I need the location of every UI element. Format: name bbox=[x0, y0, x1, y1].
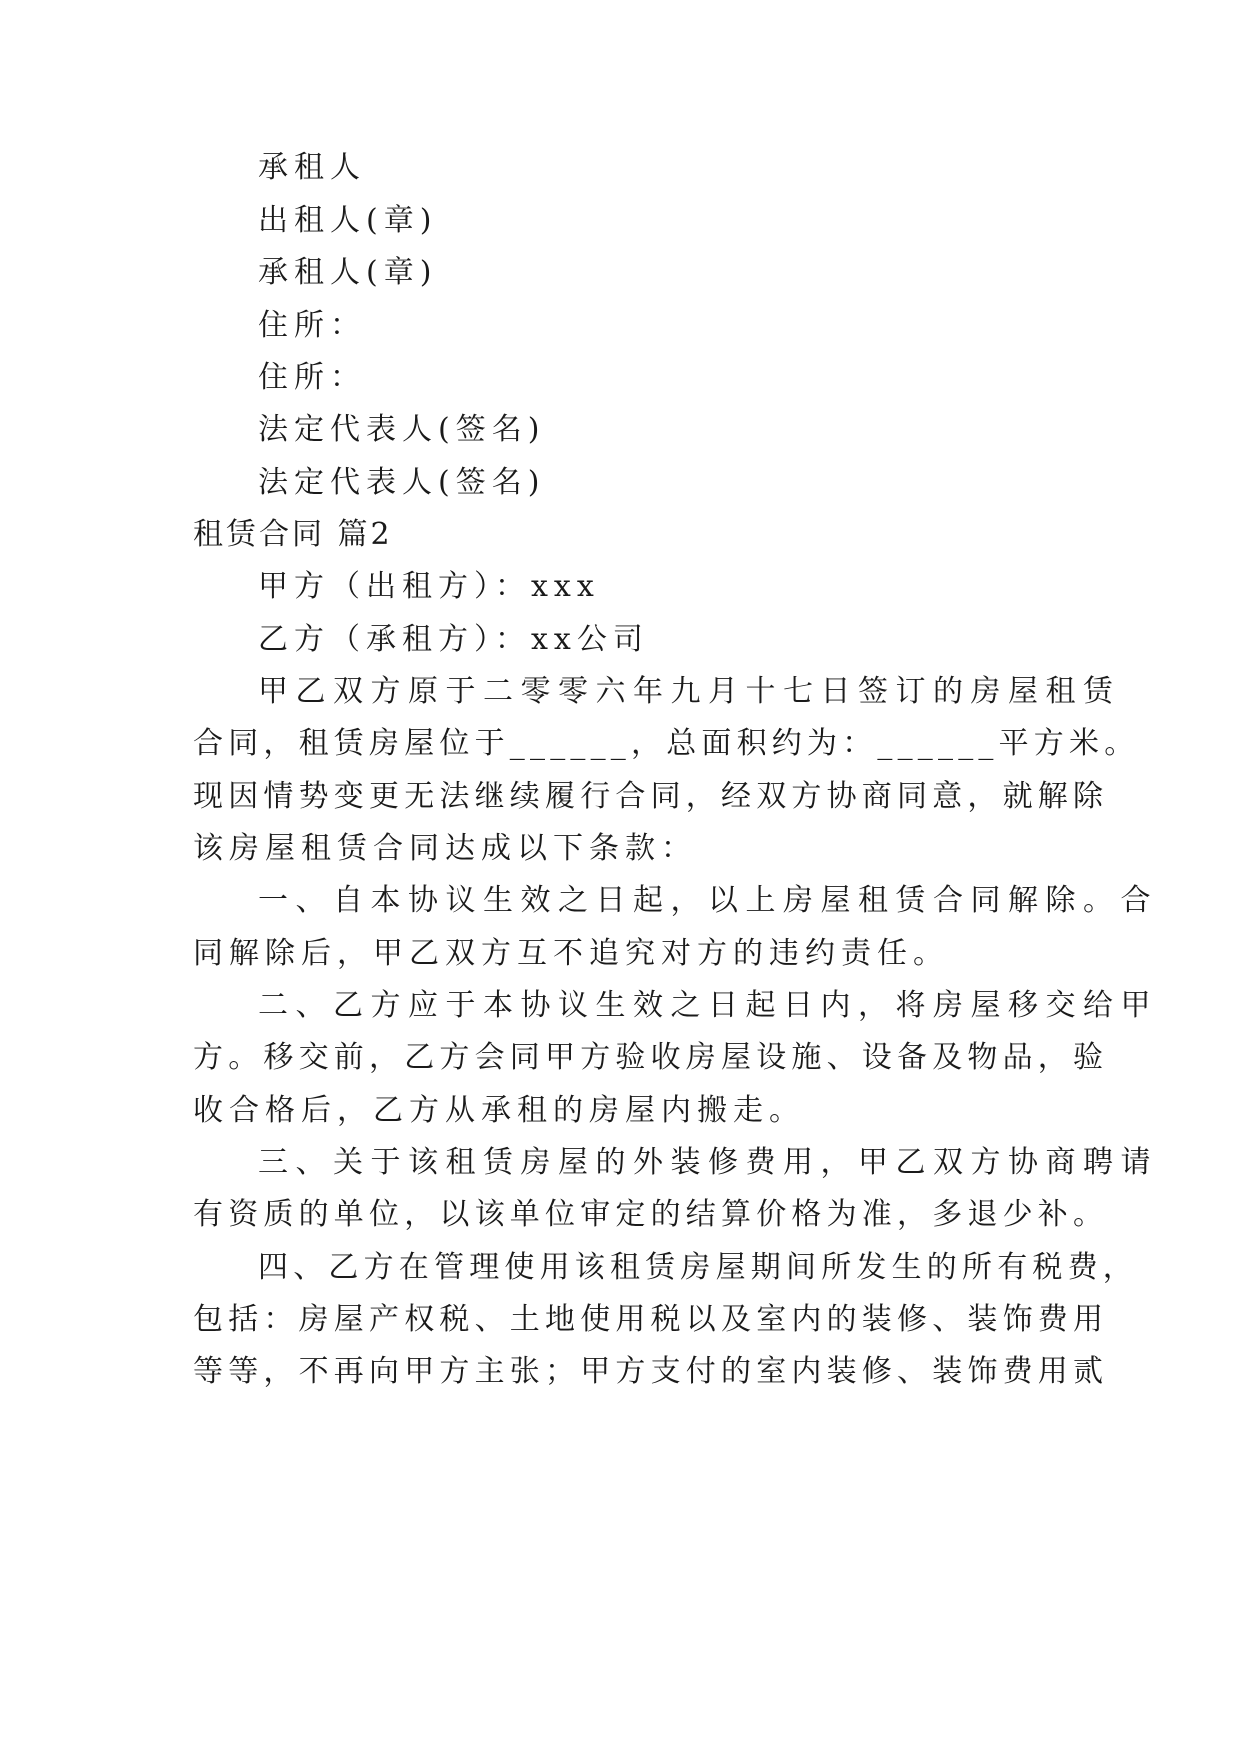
body-line: 一、自本协议生效之日起，以上房屋租赁合同解除。合 bbox=[258, 883, 1158, 918]
party-a: 甲方（出租方）：xxx bbox=[258, 569, 600, 604]
body-line: 等等，不再向甲方主张；甲方支付的室内装修、装饰费用贰 bbox=[193, 1354, 1109, 1389]
body-line: 三、关于该租赁房屋的外装修费用，甲乙双方协商聘请 bbox=[258, 1145, 1158, 1180]
body-line: 四、乙方在管理使用该租赁房屋期间所发生的所有税费， bbox=[258, 1250, 1138, 1285]
party-b: 乙方（承租方）：xx公司 bbox=[258, 622, 649, 657]
section-title: 租赁合同 篇2 bbox=[193, 517, 393, 552]
body-line: 现因情势变更无法继续履行合同，经双方协商同意，就解除 bbox=[193, 779, 1109, 814]
signature-legal-rep-1: 法定代表人(签名) bbox=[258, 412, 546, 447]
signature-address-1: 住所： bbox=[258, 308, 366, 343]
signature-lessor-seal: 出租人(章) bbox=[258, 203, 438, 238]
signature-legal-rep-2: 法定代表人(签名) bbox=[258, 465, 546, 500]
body-line: 合同，租赁房屋位于______，总面积约为：______平方米。 bbox=[193, 726, 1140, 761]
body-line: 收合格后，乙方从承租的房屋内搬走。 bbox=[193, 1093, 805, 1128]
signature-address-2: 住所： bbox=[258, 360, 366, 395]
body-line: 该房屋租赁合同达成以下条款： bbox=[193, 831, 697, 866]
signature-lessee-seal: 承租人(章) bbox=[258, 255, 438, 290]
body-line: 甲乙双方原于二零零六年九月十七日签订的房屋租赁 bbox=[258, 674, 1121, 709]
body-line: 二、乙方应于本协议生效之日起日内，将房屋移交给甲 bbox=[258, 988, 1158, 1023]
body-line: 同解除后，甲乙双方互不追究对方的违约责任。 bbox=[193, 936, 949, 971]
body-line: 包括：房屋产权税、土地使用税以及室内的装修、装饰费用 bbox=[193, 1302, 1109, 1337]
body-line: 有资质的单位，以该单位审定的结算价格为准，多退少补。 bbox=[193, 1197, 1109, 1232]
body-line: 方。移交前，乙方会同甲方验收房屋设施、设备及物品，验 bbox=[193, 1040, 1109, 1075]
signature-lessee: 承租人 bbox=[258, 150, 366, 185]
